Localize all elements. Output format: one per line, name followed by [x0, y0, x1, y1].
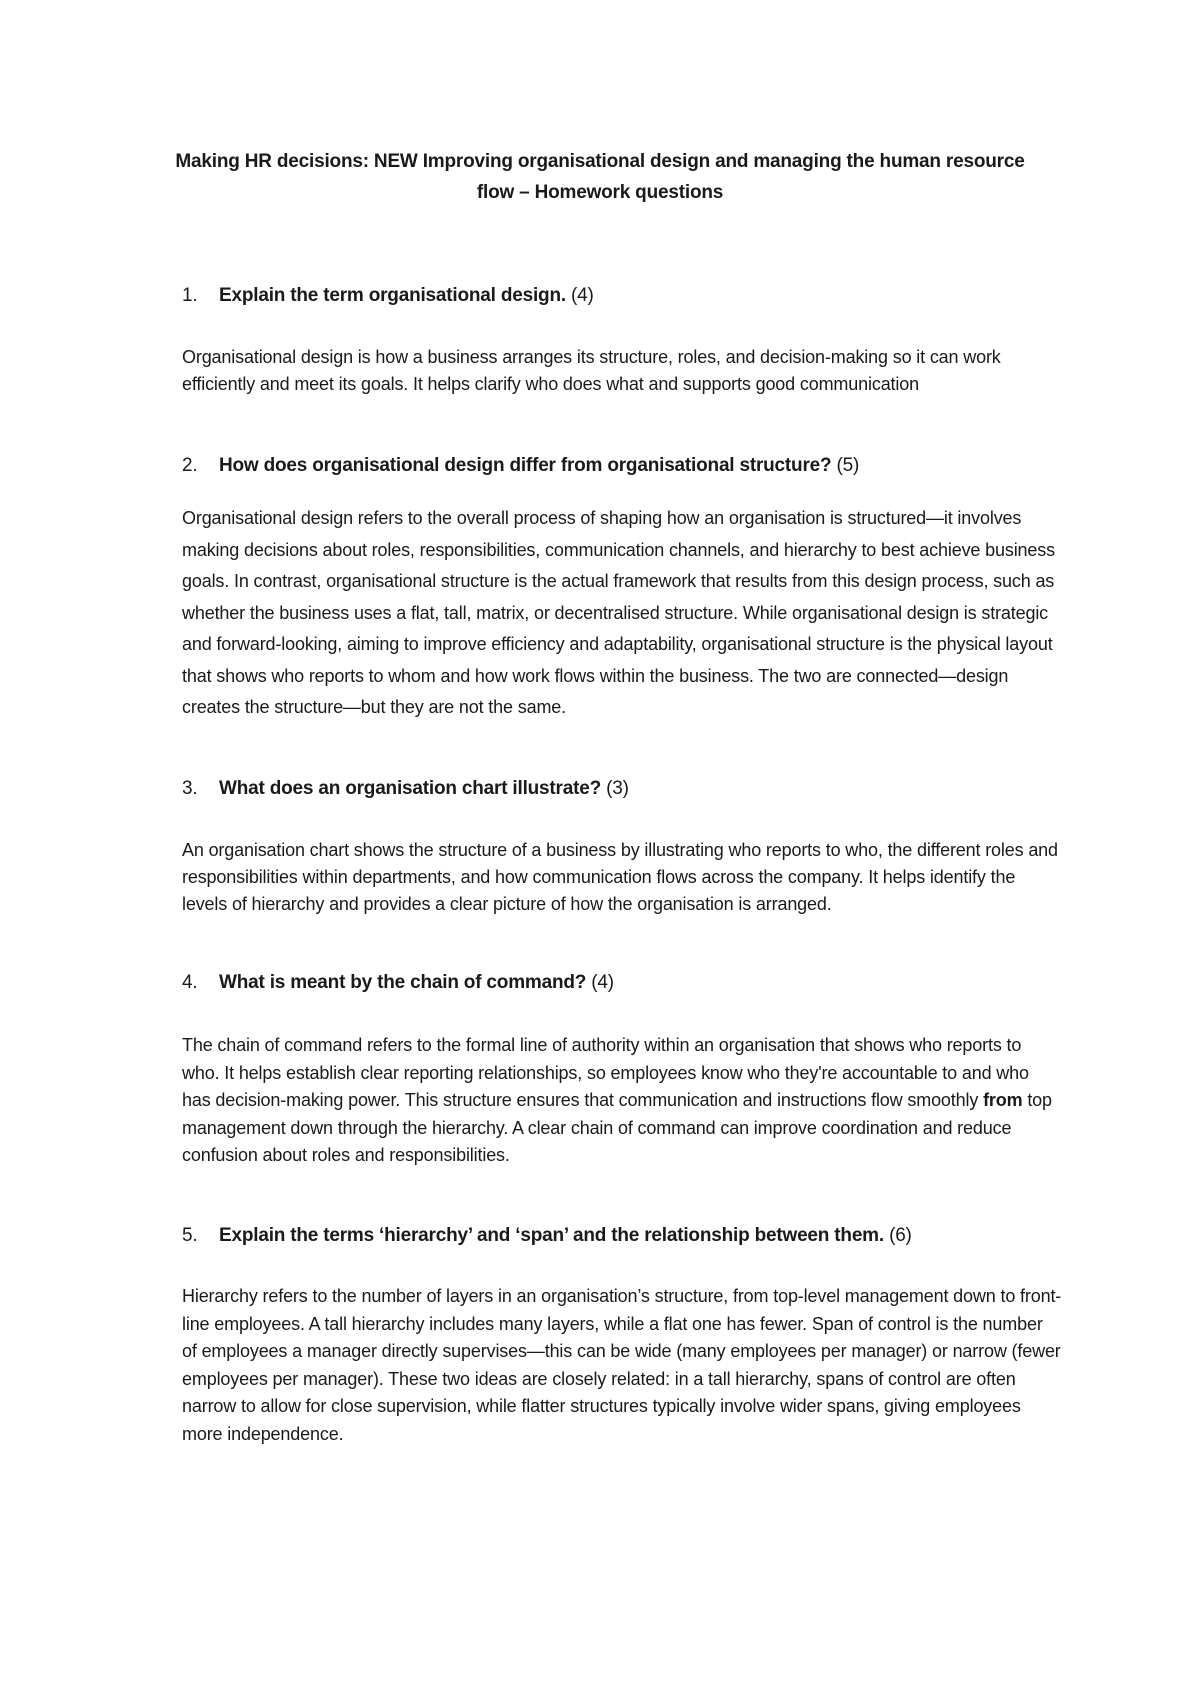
answer-2 — [182, 503, 1062, 724]
document-title — [150, 146, 1050, 208]
answer-text: Hierarchy refers to the number of layers in an organisation’s structure, from top-level management down to front-line employees. A tall hierarchy includes many layers, while a flat one has fewer. Span of control is the number of employees a manager directly supervises—this can be wide (many employees per manager) or narrow (fewer employees per manager). These two ideas are closely related: in a tall hierarchy, spans of control are often narrow to allow for close supervision, while flatter structures typically involve wider spans, giving employees more independence. — [182, 1286, 1062, 1444]
answer-1 — [182, 344, 1062, 398]
answer-text: Organisational design refers to the overall process of shaping how an organisation is structured—it involves making decisions about roles, responsibilities, communication channels, and hierarchy to best achieve business goals. In contrast, organisational structure is the actual framework that results from this design process, such as whether the business uses a flat, tall, matrix, or decentralised structure. While organisational design is strategic and forward-looking, aiming to improve efficiency and adaptability, organisational structure is the physical layout that shows who reports to whom and how work flows within the business. The two are connected—design creates the structure—but they are not the same. — [182, 508, 1055, 717]
question-marks: (5) — [836, 455, 860, 476]
question-number: 5. — [182, 1225, 198, 1246]
question-marks: (4) — [571, 285, 594, 306]
answer-text-part: top management down through the hierarchy. A clear chain of command can improve coordination and reduce confusion about roles and responsibilities. — [182, 1090, 1052, 1165]
question-number: 4. — [182, 972, 198, 993]
answer-bold-word: from — [983, 1090, 1023, 1110]
question-number: 1. — [182, 285, 198, 306]
answer-5 — [182, 1283, 1062, 1448]
answer-text — [182, 1032, 1062, 1170]
question-number: 3. — [182, 778, 198, 799]
question-text: What does an organisation chart illustrate? — [219, 778, 602, 799]
question-number: 2. — [182, 455, 198, 476]
question-text: How does organisational design differ from organisational structure? — [219, 455, 832, 476]
answer-4 — [182, 1032, 1062, 1170]
title-line-1: Making HR decisions: NEW Improving organisational design and managing the human resource — [175, 151, 1025, 172]
question-text: What is meant by the chain of command? — [219, 972, 587, 993]
answer-text-part: The chain of command refers to the formal line of authority within an organisation that shows who reports to who. It helps establish clear reporting relationships, so employees know who they're accountable to and who has decision-making power. This structure ensures that communication and instructions flow smoothly — [182, 1035, 1029, 1110]
question-marks: (6) — [889, 1225, 912, 1246]
answer-text: Organisational design is how a business arranges its structure, roles, and decision-making so it can work efficiently and meet its goals. It helps clarify who does what and supports good communication — [182, 347, 1001, 394]
question-marks: (3) — [606, 778, 629, 799]
question-text: Explain the term organisational design. — [219, 285, 566, 306]
question-text: Explain the terms ‘hierarchy’ and ‘span’ and the relationship between them. — [219, 1225, 884, 1246]
answer-text: An organisation chart shows the structure of a business by illustrating who reports to who, the different roles and responsibilities within departments, and how communication flows across the company. It helps identify the levels of hierarchy and provides a clear picture of how the organisation is arranged. — [182, 840, 1058, 914]
question-marks: (4) — [591, 972, 614, 993]
answer-3 — [182, 837, 1062, 918]
title-line-2: flow – Homework questions — [476, 182, 724, 203]
